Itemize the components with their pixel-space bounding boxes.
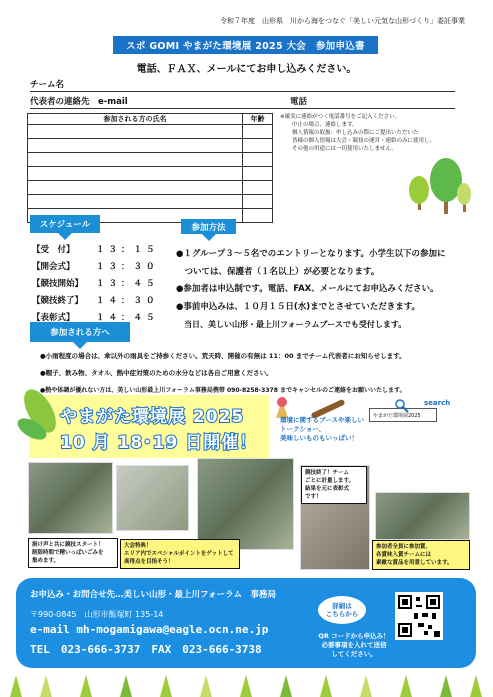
banner-date: 10 月 18･19 日開催！: [60, 433, 258, 453]
top-note: 令和７年度 山形県 川から海をつなぐ「美しい元気な山形づくり」委託事業: [220, 17, 465, 25]
schedule-item: 【表彰式】 １４：４５: [32, 312, 159, 323]
detail-bubble: 詳細は こちらから: [318, 596, 366, 624]
search-icon[interactable]: [395, 398, 409, 417]
audience-note: ●小雨程度の場合は、傘以外の雨具をご持参ください。荒天時、開催の有無は 11：00 までチーム代表者にお知らせします。: [40, 352, 406, 360]
schedule-item: 【開会式】 １３：３０: [32, 261, 159, 272]
grass-decoration: [0, 672, 493, 697]
representative-contact-field[interactable]: [30, 95, 455, 109]
audience-note: ●熱や体調が優れない方は、美しい山形最上川フォーラム事務局携帯 090-8258-3378 までキャンセルのご連絡をお願いいたします。: [40, 387, 406, 394]
callout-prize: 参加者全員に参加賞、 各賞味入賞チームには 素敵な賞品を用意しています。: [372, 540, 470, 570]
schedule-tag-tail: [58, 233, 72, 240]
rep-email-label: 代表者の連絡先 e-mail: [30, 97, 128, 107]
schedule-list: [32, 240, 159, 325]
audience-tag: 参加される方へ: [30, 322, 130, 342]
audience-notes: [40, 348, 406, 399]
team-name-field[interactable]: [30, 78, 455, 92]
audience-note: ●帽子、飲み物、タオル、熱中症対策のための水分などは各自ご用意ください。: [40, 369, 273, 377]
method-line: 当日、美しい山形・最上川フォーラムブースでも受付します。: [176, 320, 407, 329]
subtitle: 電話、ＦＡＸ、メールにてお申し込みください。: [136, 64, 357, 75]
qr-note: QR コードから申込み！ 必要事項を入れて送信 してください。: [318, 632, 390, 658]
method-tag-tail: [202, 234, 216, 241]
trees-illustration: [395, 150, 475, 220]
search-input[interactable]: やまがた環境展2025: [369, 408, 437, 422]
photo-pickup: [197, 458, 294, 550]
method-line: ついては、保護者（１名以上）が必要となります。: [176, 266, 380, 277]
photo-group: [375, 492, 470, 540]
method-line: ●参加者は申込制です。電話、FAX、メールにてお申込みください。: [176, 284, 439, 294]
note-line: その他の用途には一切使用いたしません。: [292, 146, 397, 152]
qr-code-icon[interactable]: [395, 592, 443, 640]
table-row[interactable]: [28, 195, 273, 209]
schedule-item: 【競技終了】 １４：３０: [32, 295, 159, 306]
method-list: [176, 246, 446, 334]
schedule-tag: スケジュール: [30, 215, 100, 233]
title-bar: スポ GOMI やまがた環境展 2025 大会 参加申込書: [113, 36, 378, 54]
method-line: ●事前申込みは、１０月１５日(水)までとさせていただきます。: [176, 301, 421, 312]
col-age-header: 年齢: [243, 114, 273, 125]
callout-start: 掛け声と共に競技スタート！ 制限時間で精いっぱいごみを 集めます。: [28, 538, 118, 568]
note-line: 中止の場合、連絡します。: [292, 122, 358, 128]
method-line: ●１グループ３～５名でのエントリーとなります。小学生以下の参加に: [176, 249, 446, 259]
booth-note: 環境に関するブースや楽しい トークショー、 美味しいものもいっぱい！: [280, 416, 364, 442]
callout-bonus: 大会特典！ エリア内でスペシャルポイントをゲットして 高得点を目指そう！: [120, 539, 240, 569]
members-table: [27, 113, 273, 223]
team-name-label: チーム名: [30, 80, 65, 90]
note-line: 皆様の個人情報は大会・競技の運営・連絡のみに使用し、: [292, 138, 436, 144]
privacy-notes: [280, 113, 460, 153]
contact-email[interactable]: e-mail mh-mogamigawa@eagle.ocn.ne.jp: [30, 623, 269, 636]
table-row[interactable]: [28, 153, 273, 167]
table-row[interactable]: [28, 125, 273, 139]
photo-start: [28, 462, 113, 534]
contact-address: 〒990-0845 山形市飯塚町 135-14: [30, 610, 164, 619]
search-label: search: [424, 399, 451, 407]
contact-tel-fax: TEL 023-666-3737 FAX 023-666-3738: [30, 643, 262, 656]
banner-title: やまがた環境展 2025: [60, 407, 245, 427]
photo-collecting: [116, 465, 189, 531]
schedule-item: 【競技開始】 １３：４５: [32, 278, 159, 289]
table-row[interactable]: [28, 139, 273, 153]
table-row[interactable]: [28, 167, 273, 181]
schedule-item: 【受 付】 １３：１５: [32, 244, 159, 255]
col-name-header: 参加される方の氏名: [28, 114, 243, 125]
method-tag: 参加方法: [181, 219, 236, 234]
phone-label: 電話: [290, 97, 308, 107]
callout-finish: 競技終了！チーム ごとに計量します。 結果を元に表彰式 です！: [301, 466, 367, 504]
note-line: ※確実に連絡がつく電話番号をご記入ください。: [280, 114, 401, 120]
contact-heading: お申込み・お問合せ先…美しい山形・最上川フォーラム 事務局: [30, 590, 276, 600]
table-row[interactable]: [28, 181, 273, 195]
note-line: 個人情報の取扱：申し込みの際にご提出いただいた: [292, 130, 419, 136]
